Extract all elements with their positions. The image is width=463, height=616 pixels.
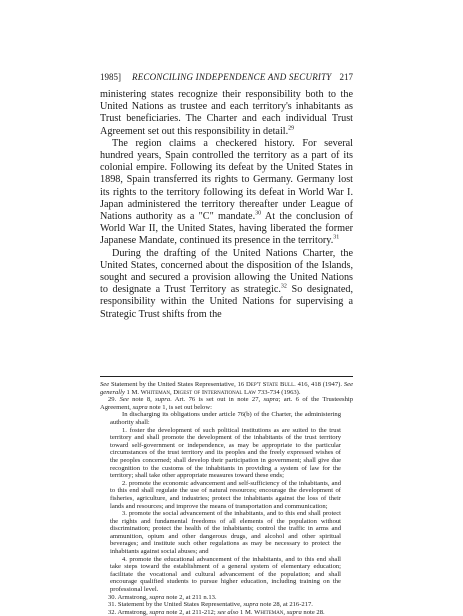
footnote-ref-31: 31 [333, 235, 340, 242]
footnotes [100, 381, 353, 616]
footnote-ref-29: 29 [288, 125, 295, 132]
quote-item-4: 4. promote the educational advancement of the inhabitants, and to this end shall take steps toward the establishment of a general system of elementary education; facilitate the vocational and cultural advancement of the population; and shall encourage qualified students to pursue higher education, including training on the professional level. [110, 555, 341, 594]
block-quote [110, 411, 341, 593]
footnote-29: 29. See note 8, supra. Art. 76 is set out in note 27, supra; art. 6 of the Trusteeship Agreement, supra note 1, is set out below: [100, 396, 353, 411]
running-head [100, 71, 353, 83]
paragraph-1: ministering states recognize their responsibility both to the United Nations as trustee and each territory's inhabitants as Trust beneficiaries. The Charter and each individual Trust Agreement set out this responsibility in detail.$^{29}$ [100, 89, 353, 137]
quote-item-3: 3. promote the social advancement of the inhabitants, and to this end shall protect the rights and fundamental freedoms of all elements of the population without discrimination; protect the health of the inhabitants; control the traffic in arms and ammunition, opium and other dangerous drugs, and alcohol and other spiritual beverages; and institute such other regulations as may be necessary to protect the inhabitants against social abuses; and [110, 510, 341, 556]
footnote-continuation: See Statement by the United States Representative, 16 Dep't State Bull. 416, 418 (1947). See generally 1 M. Whiteman, Digest of International Law 733-734 (1963). [100, 381, 353, 396]
body-text [100, 89, 353, 321]
volume-year: 1985] [100, 72, 121, 82]
running-title: RECONCILING INDEPENDENCE AND SECURITY [132, 72, 332, 82]
footnote-divider [100, 376, 353, 377]
footnote-ref-30: 30 [255, 210, 262, 217]
quote-intro: In discharging its obligations under article 76(b) of the Charter, the administering authority shall: [110, 411, 341, 426]
footnote-31: 31. Statement by the United States Representative, supra note 28, at 216-217. [108, 601, 313, 609]
quote-item-2: 2. promote the economic advancement and self-sufficiency of the inhabitants, and to this end shall regulate the use of natural resources; encourage the development of fisheries, agriculture, and industries; protect the inhabitants against the loss of their lands and resources; and improve the means of transportation and communication; [110, 479, 341, 510]
footnote-32: 32. Armstrong, supra note 2, at 211-212; see also 1 M. Whiteman, supra note 28. [108, 608, 325, 616]
paragraph-2: The region claims a checkered history. For several hundred years, Spain controlled the territory as a part of its colonial empire. Following its defeat by the United States in 1898, Spain transferred its rights to Germany. Germany lost its rights to the territory following its defeat in World War I. Japan administered the territory thereafter under League of Nations authority as a "C" mandate.$^{30}$ At the conclusion of World War II, the United States, having liberated the former Japanese Mandate, continued its presence in the territory.$^{31}$ [100, 137, 353, 247]
quote-item-1: 1. foster the development of such political institutions as are suited to the trust territory and shall promote the development of the inhabitants of the trust territory toward self-government or independence, as may be appropriate to the particular circumstances of the trust territory and its peoples and the freely expressed wishes of the peoples concerned; shall develop their participation in government; shall give due recognition to the customs of the inhabitants in providing a system of law for the territory; shall take other appropriate measures toward these ends; [110, 426, 341, 480]
footnote-30: 30. Armstrong, supra note 2, at 211 n.13. [108, 593, 217, 601]
paragraph-3: During the drafting of the United Nations Charter, the United States, concerned about the disposition of the Islands, sought and secured a provision allowing the United Nations to designate a Trust Territory as strategic.$^{32}$ So designated, responsibility within the United Nations for supervising a Strategic Trust shifts from the [100, 247, 354, 320]
footnote-ref-32: 32 [280, 283, 287, 290]
page-number: 217 [339, 72, 353, 82]
